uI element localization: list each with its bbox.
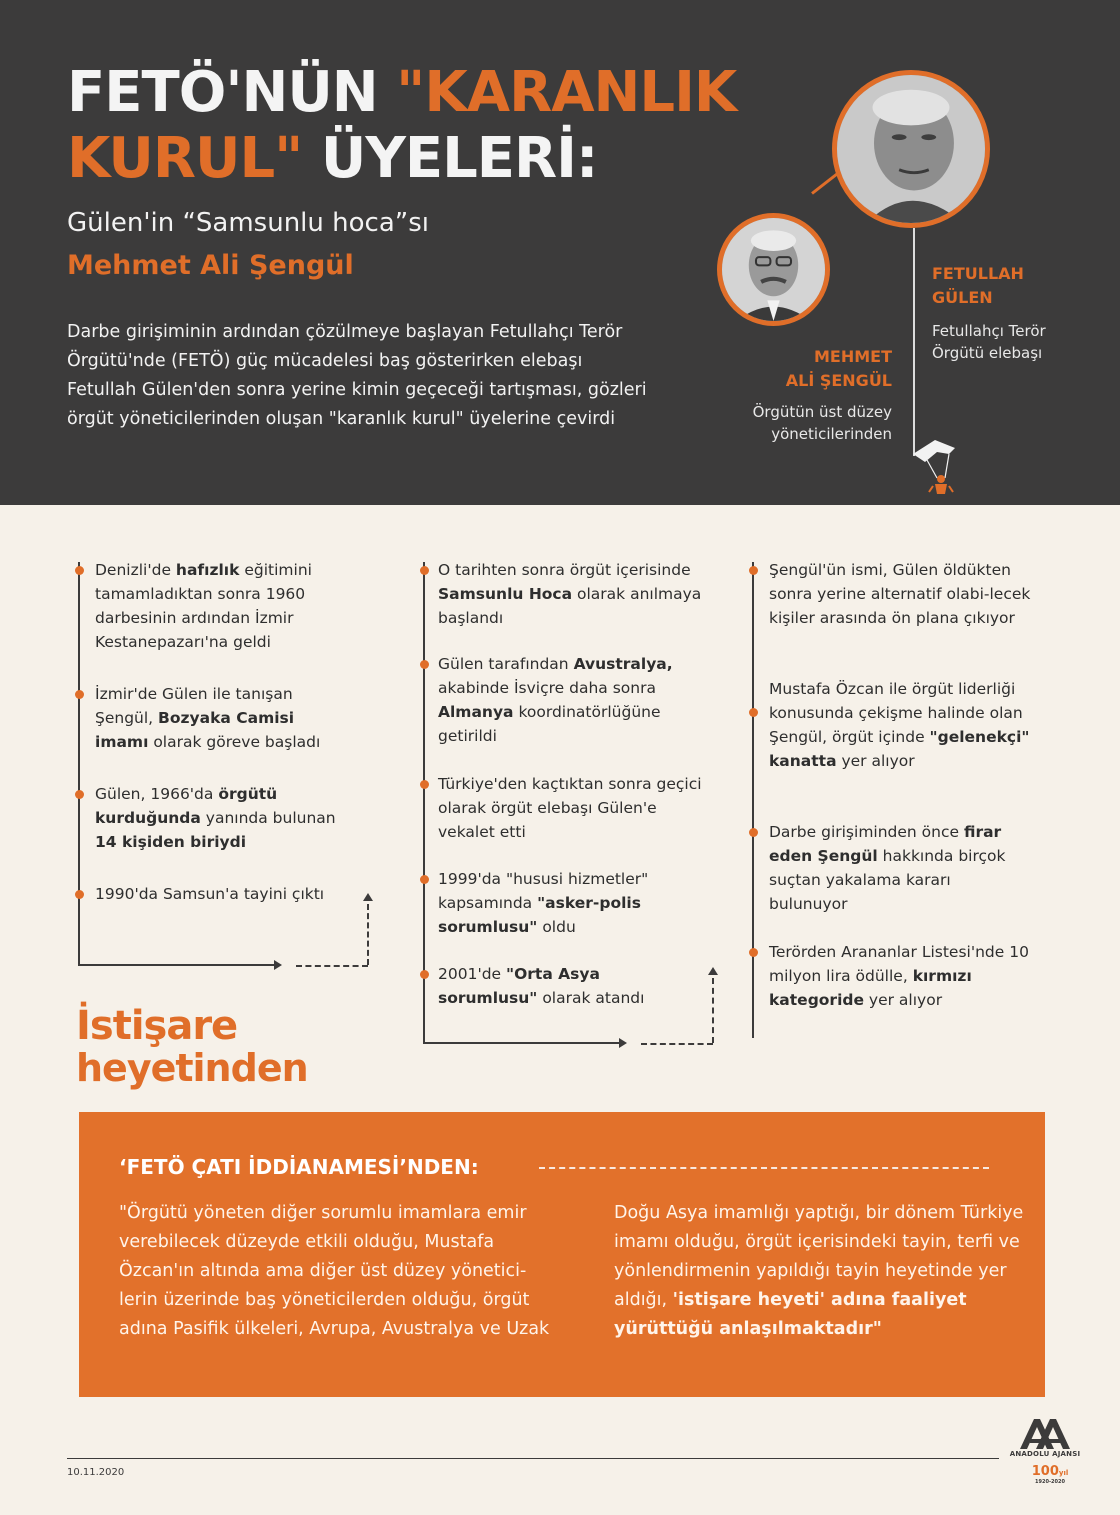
emphasis-text: "asker-polis sorumlusu": [438, 894, 641, 936]
page-title: [67, 60, 767, 192]
gulen-name: [932, 262, 1024, 310]
header-panel: [0, 0, 1120, 505]
arrow-up-icon: [363, 893, 373, 901]
item-text: akabinde İsviçre daha sonra: [438, 679, 656, 697]
emphasis-text: Samsunlu Hoca: [438, 585, 573, 603]
item-text: Gülen, 1966'da: [95, 785, 219, 803]
puppet-hand-icon: [905, 432, 985, 502]
sengul-description: [700, 401, 892, 445]
item-text: Denizli'de: [95, 561, 176, 579]
emphasis-text: Almanya: [438, 703, 514, 721]
item-text: 2001'de: [438, 965, 507, 983]
quote-text-left: "Örgütü yöneten diğer sorumlu imamlara emir verebilecek düzeyde etkili olduğu, Mustafa Özcan'ın altında ama diğer üst düzey yönetici-lerin üzerinde baş yöneticilerden olduğu, örgüt adına Pasifik ülkeleri, Avrupa, Avustralya ve Uzak: [119, 1203, 550, 1339]
item-text: eğitimini tamamladıktan sonra 1960 darbesinin ardından İzmir Kestanepazarı'na geldi: [95, 561, 312, 651]
timeline-item: [769, 820, 1031, 916]
timeline-dashed-line: [296, 965, 368, 967]
item-text: İzmir'de Gülen ile tanışan Şengül,: [95, 685, 293, 727]
item-text: Türkiye'den kaçtıktan sonra geçici olarak örgüt elebaşı Gülen'e vekalet etti: [438, 775, 702, 841]
portrait-image: [722, 218, 825, 321]
timeline-dashed-line: [367, 904, 369, 965]
timeline-item: [438, 558, 703, 630]
name-line: MEHMET: [813, 347, 892, 366]
timeline-item: [438, 867, 703, 939]
item-text: yer alıyor: [836, 752, 915, 770]
puppet-string-line: [913, 228, 915, 456]
timeline-line: [423, 1042, 619, 1044]
item-text: hakkında birçok suçtan yakalama kararı bulunuyor: [769, 847, 1006, 913]
logo-yil: yıl: [1058, 1469, 1069, 1477]
item-text: O tarihten sonra örgüt içerisinde: [438, 561, 691, 579]
emphasis-text: kırmızı kategoride: [769, 967, 972, 1009]
title-part-accent: "KARANLIK: [396, 60, 737, 125]
logo-text: ANADOLU AJANSI: [1009, 1450, 1081, 1458]
logo-100-years: [1020, 1464, 1080, 1485]
timeline-item: [95, 782, 345, 854]
timeline-line: [78, 964, 274, 966]
timeline-dot: [420, 660, 429, 669]
item-text: Gülen tarafından: [438, 655, 574, 673]
arrow-right-icon: [619, 1038, 627, 1048]
footer-divider: [67, 1458, 999, 1459]
emphasis-text: hafızlık: [175, 561, 240, 579]
timeline-item: [769, 558, 1031, 630]
item-text: 1999'da "hususi hizmetler" kapsamında: [438, 870, 649, 912]
item-text: Şengül'ün ismi, Gülen öldükten sonra yerine alternatif olabi-lecek kişiler arasında ön plana çıkıyor: [769, 561, 1031, 627]
name-line: ALİ ŞENGÜL: [785, 371, 892, 390]
timeline-dot: [75, 890, 84, 899]
item-text: oldu: [537, 918, 576, 936]
timeline-item: [95, 558, 345, 654]
quote-bold: 'istişare heyeti' adına faaliyet yürüttüğü anlaşılmaktadır": [614, 1290, 967, 1339]
timeline-dot: [75, 690, 84, 699]
logo-100: 100: [1031, 1464, 1059, 1479]
timeline-dot: [420, 970, 429, 979]
emphasis-text: örgütü kurduğunda: [95, 785, 278, 827]
timeline-line: [752, 562, 754, 1038]
indictment-quote-box: [79, 1112, 1045, 1397]
name-line: GÜLEN: [932, 288, 993, 307]
item-text: yanında bulunan: [200, 809, 336, 827]
quote-plain: Doğu Asya imamlığı yaptığı, bir dönem Türkiye imamı olduğu, örgüt içerisindeki tayin, terfi ve yönlendirmenin yapıldığı tayin heyetinde yer aldığı,: [614, 1203, 1024, 1310]
title-part-accent: KURUL": [67, 126, 303, 191]
emphasis-text: Bozyaka Camisi imamı: [95, 709, 295, 751]
quote-title: ‘FETÖ ÇATI İDDİANAMESİ’NDEN:: [119, 1155, 479, 1179]
title-part: ÜYELERİ:: [302, 126, 598, 191]
emphasis-text: "gelenekçi" kanatta: [769, 728, 1030, 770]
desc-line: Örgütün üst düzey: [752, 403, 892, 421]
timeline-item: [438, 962, 703, 1010]
emphasis-text: firar eden Şengül: [769, 823, 1002, 865]
desc-line: yöneticilerinden: [771, 425, 892, 443]
timeline-dot: [75, 566, 84, 575]
publish-date: 10.11.2020: [67, 1467, 125, 1478]
logo-years: 1920-2020: [1035, 1479, 1065, 1485]
portrait-image: [837, 75, 985, 223]
timeline-dot: [749, 828, 758, 837]
timeline-dashed-line: [641, 1043, 713, 1045]
timeline-item: [769, 677, 1031, 773]
name-line: FETULLAH: [932, 264, 1024, 283]
item-text: 1990'da Samsun'a tayini çıktı: [95, 885, 325, 903]
emphasis-text: 14 kişiden biriydi: [95, 833, 247, 851]
timeline-dot: [420, 780, 429, 789]
timeline-dot: [749, 948, 758, 957]
item-text: olarak atandı: [537, 989, 645, 1007]
sengul-portrait: [717, 213, 830, 326]
emphasis-text: "Orta Asya sorumlusu": [438, 965, 600, 1007]
item-text: Darbe girişiminden önce: [769, 823, 964, 841]
item-text: yer alıyor: [864, 991, 943, 1009]
istisare-heading-line2: heyetinden: [76, 1046, 308, 1090]
item-text: Mustafa Özcan ile örgüt liderliği konusunda çekişme halinde olan Şengül, örgüt içinde: [769, 680, 1023, 746]
timeline-item: [95, 882, 345, 906]
arrow-right-icon: [274, 960, 282, 970]
timeline-line: [78, 562, 80, 965]
sengul-name: [740, 345, 892, 393]
timeline-item: [769, 940, 1031, 1012]
gulen-portrait: [832, 70, 990, 228]
timeline-dot: [749, 566, 758, 575]
item-text: olarak göreve başladı: [148, 733, 321, 751]
item-text: olarak anılmaya başlandı: [438, 585, 702, 627]
timeline-dot: [75, 790, 84, 799]
timeline-dot: [420, 875, 429, 884]
timeline-dot: [749, 708, 758, 717]
item-text: Terörden Arananlar Listesi'nde 10 milyon lira ödülle,: [769, 943, 1029, 985]
item-text: koordinatörlüğüne getirildi: [438, 703, 661, 745]
desc-line: Fetullahçı Terör: [932, 322, 1046, 340]
timeline-dashed-line: [712, 978, 714, 1043]
anadolu-logo-icon: [1010, 1415, 1080, 1455]
arrow-up-icon: [708, 967, 718, 975]
timeline-item: [438, 652, 703, 748]
divider: [539, 1167, 989, 1169]
subtitle: Gülen'in “Samsunlu hoca”sı: [67, 208, 429, 238]
quote-text-right: [614, 1199, 1054, 1344]
istisare-heading: İstişare: [76, 1003, 238, 1049]
timeline-item: [95, 682, 345, 754]
timeline-item: [438, 772, 703, 844]
timeline-dot: [420, 566, 429, 575]
gulen-description: [932, 320, 1046, 364]
subject-name: Mehmet Ali Şengül: [67, 250, 354, 281]
title-part: FETÖ'NÜN: [67, 60, 397, 125]
emphasis-text: Avustralya,: [573, 655, 673, 673]
desc-line: Örgütü elebaşı: [932, 344, 1043, 362]
intro-paragraph: Darbe girişiminin ardından çözülmeye başlayan Fetullahçı Terör Örgütü'nde (FETÖ) güç mücadelesi baş gösterirken elebaşı Fetullah Gülen'den sonra yerine kimin geçeceği tartışması, gözleri örgüt yöneticilerinden oluşan "karanlık kurul" üyelerine çevirdi: [67, 322, 647, 429]
